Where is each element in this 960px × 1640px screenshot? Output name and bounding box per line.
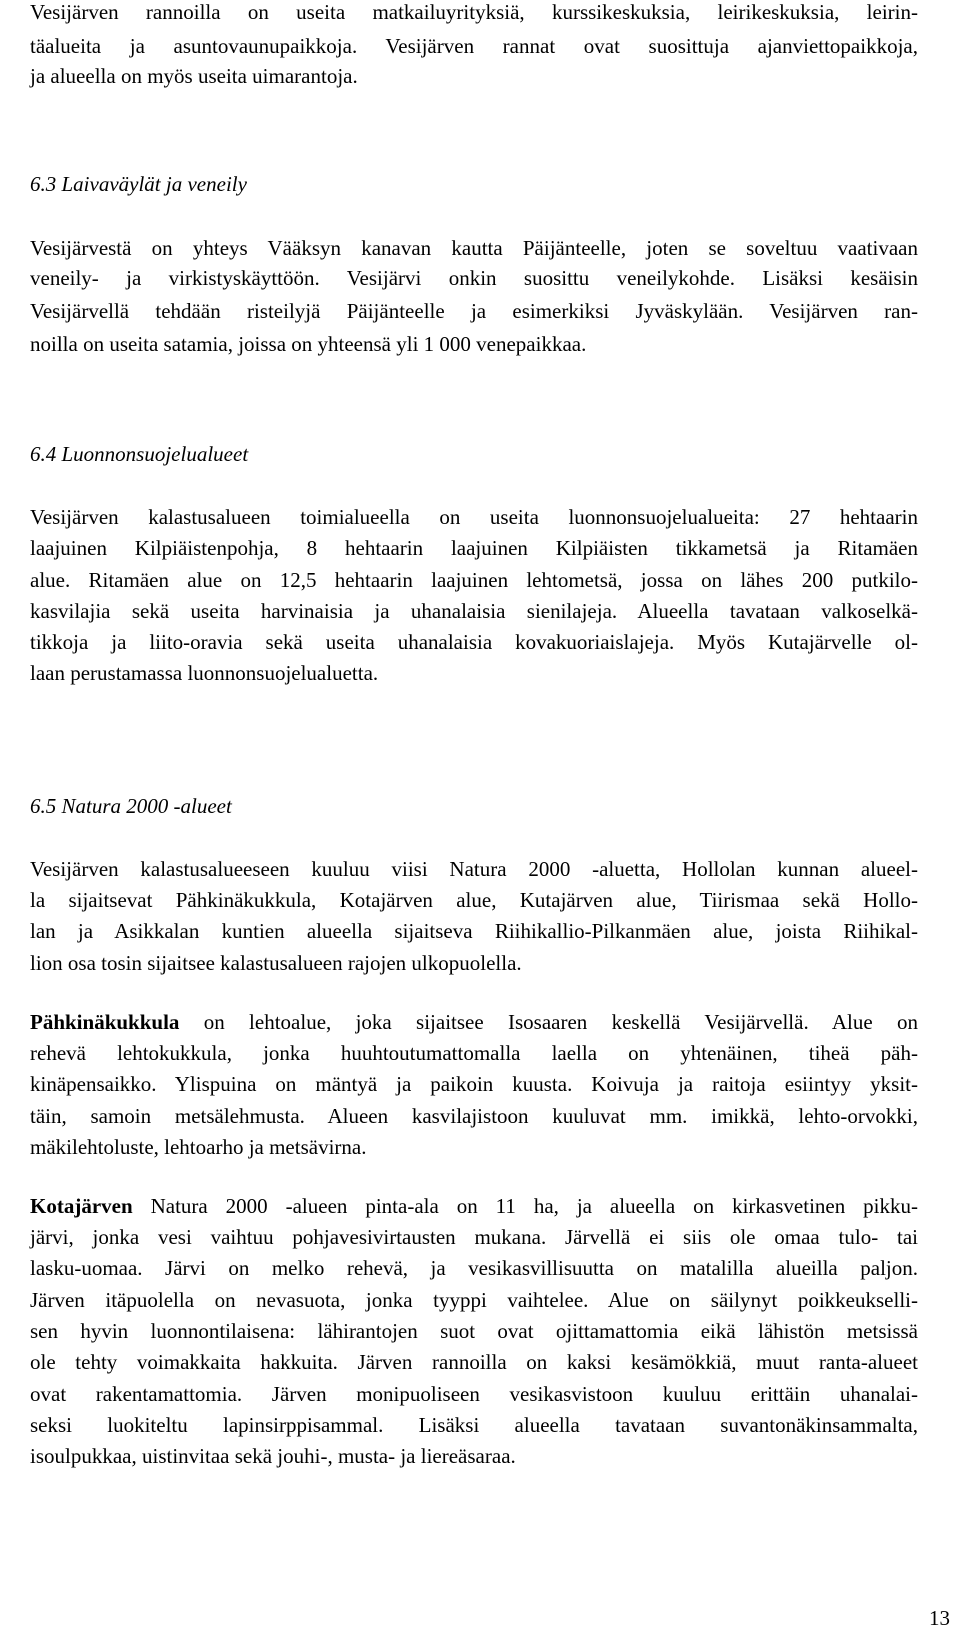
pahkinakukkula-line-3: kinäpensaikko. Ylispuina on mäntyä ja paikoin kuusta. Koivuja ja raitoja esiintyy yksit- [30,1072,918,1096]
section-6-4-line-6: laan perustamassa luonnonsuojelualuetta. [30,661,379,685]
kotajarven-line-8: seksi luokiteltu lapinsirppisammal. Lisäksi alueella tavataan suvantonäkinsammalta, [30,1413,918,1437]
section-heading-6-4: 6.4 Luonnonsuojelualueet [30,442,249,466]
kotajarven-line-1-rest: Natura 2000 -alueen pinta-ala on 11 ha, ja alueella on kirkasvetinen pikku- [132,1194,918,1218]
section-6-5-line-3: lan ja Asikkalan kuntien alueella sijaitseva Riihikallio-Pilkanmäen alue, joista Riihikal- [30,919,918,943]
section-6-3-line-1: Vesijärvestä on yhteys Vääksyn kanavan kautta Päijänteelle, joten se soveltuu vaativaan [30,236,918,260]
section-6-4-line-5: tikkoja ja liito-oravia sekä useita uhanalaisia kovakuoriaislajeja. Myös Kutajärvelle ol- [30,630,918,654]
kotajarven-line-1 [30,1196,918,1217]
section-6-3-line-3: Vesijärvellä tehdään risteilyjä Päijänteelle ja esimerkiksi Jyväskylään. Vesijärven ran- [30,299,918,323]
section-6-5-line-2: la sijaitsevat Pähkinäkukkula, Kotajärven alue, Kutajärven alue, Tiirismaa sekä Hollo- [30,888,918,912]
intro-line-1: Vesijärven rannoilla on useita matkailuyrityksiä, kurssikeskuksia, leirikeskuksia, leirin- [30,0,918,24]
section-6-4-line-4: kasvilajia sekä useita harvinaisia ja uhanalaisia sienilajeja. Alueella tavataan valkoselkä- [30,599,918,623]
kotajarven-line-5: sen hyvin luonnontilaisena: lähirantojen suot ovat ojittamattomia eikä lähistön metsissä [30,1319,918,1343]
pahkinakukkula-line-1 [30,1012,918,1033]
page-number: 13 [929,1606,950,1630]
intro-line-2: täalueita ja asuntovaunupaikkoja. Vesijärven rannat ovat suosittuja ajanviettopaikkoja, [30,34,918,58]
intro-line-3: ja alueella on myös useita uimarantoja. [30,64,358,88]
kotajarven-line-6: ole tehty voimakkaita hakkuita. Järven rannoilla on kaksi kesämökkiä, muut ranta-alueet [30,1350,918,1374]
section-heading-6-3: 6.3 Laivaväylät ja veneily [30,172,247,196]
section-6-3-line-4: noilla on useita satamia, joissa on yhteensä yli 1 000 venepaikkaa. [30,332,587,356]
pahkinakukkula-line-5: mäkilehtoluste, lehtoarho ja metsävirna. [30,1135,367,1159]
section-6-4-line-1: Vesijärven kalastusalueen toimialueella on useita luonnonsuojelualueita: 27 hehtaarin [30,505,918,529]
kotajarven-line-7: ovat rakentamattomia. Järven monipuoliseen vesikasvistoon kuuluu erittäin uhanalai- [30,1382,918,1406]
kotajarven-line-9: isoulpukkaa, uistinvitaa sekä jouhi-, musta- ja liereäsaraa. [30,1444,516,1468]
kotajarven-line-2: järvi, jonka vesi vaihtuu pohjavesivirtausten mukana. Järvellä ei siis ole omaa tulo- tai [30,1225,918,1249]
pahkinakukkula-line-1-rest: on lehtoalue, joka sijaitsee Isosaaren keskellä Vesijärvellä. Alue on [179,1010,918,1034]
section-6-4-line-3: alue. Ritamäen alue on 12,5 hehtaarin laajuinen lehtometsä, jossa on lähes 200 putkilo- [30,568,918,592]
pahkinakukkula-line-4: täin, samoin metsälehmusta. Alueen kasvilajistoon kuuluvat mm. imikkä, lehto-orvokki, [30,1104,918,1128]
section-heading-6-5: 6.5 Natura 2000 -alueet [30,794,232,818]
kotajarven-line-3: lasku-uomaa. Järvi on melko rehevä, ja vesikasvillisuutta on matalilla alueilla paljon. [30,1256,918,1280]
kotajarven-term: Kotajärven [30,1194,133,1218]
pahkinakukkula-term: Pähkinäkukkula [30,1010,180,1034]
section-6-5-line-4: lion osa tosin sijaitsee kalastusalueen rajojen ulkopuolella. [30,951,522,975]
section-6-5-line-1: Vesijärven kalastusalueeseen kuuluu viisi Natura 2000 -aluetta, Hollolan kunnan alueel- [30,857,918,881]
kotajarven-line-4: Järven itäpuolella on nevasuota, jonka tyyppi vaihtelee. Alue on säilynyt poikkeukselli- [30,1288,918,1312]
section-6-3-line-2: veneily- ja virkistyskäyttöön. Vesijärvi onkin suosittu veneilykohde. Lisäksi kesäisin [30,266,918,290]
section-6-4-line-2: laajuinen Kilpiäistenpohja, 8 hehtaarin laajuinen Kilpiäisten tikkametsä ja Ritamäen [30,536,918,560]
pahkinakukkula-line-2: rehevä lehtokukkula, jonka huuhtoutumattomalla laella on yhtenäinen, tiheä päh- [30,1041,918,1065]
